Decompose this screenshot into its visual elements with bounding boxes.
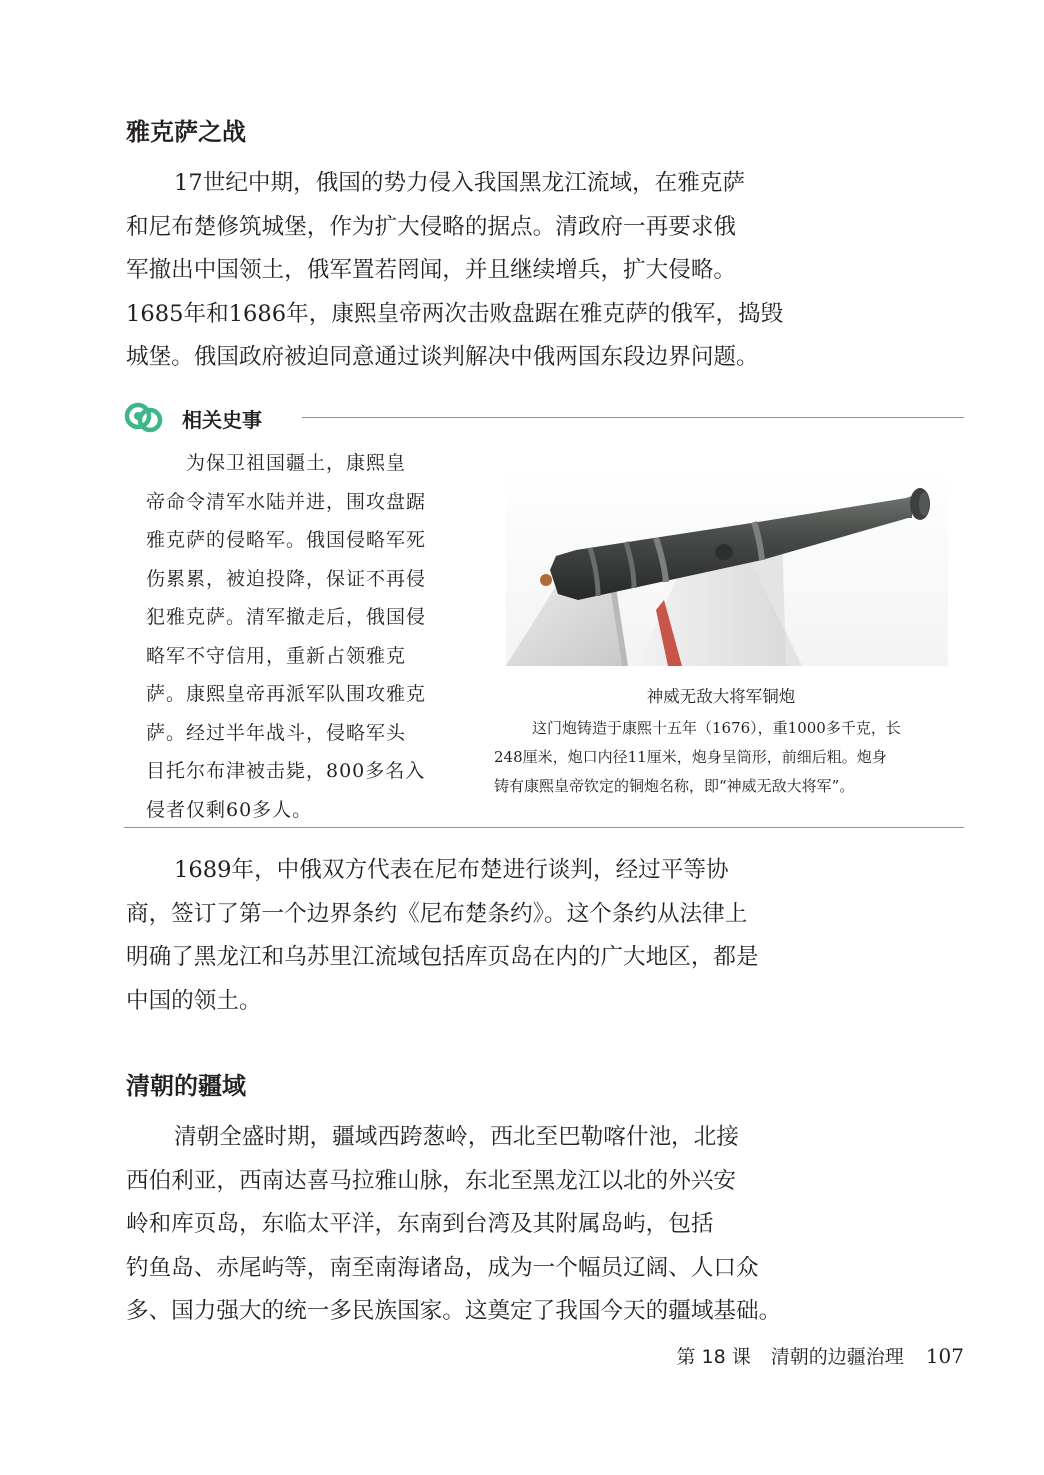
paragraph-line: 钓鱼岛、赤尾屿等，南至南海诸岛，成为一个幅员辽阔、人口众: [126, 1254, 759, 1281]
related-history-title: 相关史事: [182, 408, 262, 432]
sidebar-line: 帝命令清军水陆并进，围攻盘踞: [146, 490, 427, 513]
paragraph-line: 多、国力强大的统一多民族国家。这奠定了我国今天的疆域基础。: [126, 1298, 782, 1325]
paragraph-line: 和尼布楚修筑城堡，作为扩大侵略的据点。清政府一再要求俄: [126, 213, 737, 240]
lesson-number: 第 18 课: [676, 1346, 751, 1368]
paragraph-line: 中国的领土。: [126, 987, 262, 1014]
yaksa-paragraph: [126, 162, 786, 380]
paragraph-line: 1689年，中俄双方代表在尼布楚进行谈判，经过平等协: [174, 857, 729, 883]
territory-paragraph: [126, 1116, 786, 1334]
sidebar-line: 萨。经过半年战斗，侵略军头: [146, 721, 407, 744]
related-history-header: [124, 398, 964, 438]
photo-caption-text: [494, 714, 962, 801]
box-bottom-divider: [124, 827, 964, 828]
sidebar-line: 萨。康熙皇帝再派军队围攻雅克: [146, 683, 427, 705]
section-heading-yaksa: 雅克萨之战: [126, 117, 246, 146]
lesson-title: 清朝的边疆治理: [770, 1346, 904, 1368]
paragraph-line: 西伯利亚，西南达喜马拉雅山脉，东北至黑龙江以北的外兴安: [126, 1167, 737, 1194]
related-history-text: [146, 444, 448, 829]
paragraph-line: 1685年和1686年，康熙皇帝两次击败盘踞在雅克萨的俄军，捣毁: [126, 300, 784, 327]
page-footer: [676, 1342, 964, 1369]
caption-line: 铸有康熙皇帝钦定的铜炮名称，即“神威无敌大将军”。: [494, 777, 855, 795]
paragraph-line: 清朝全盛时期，疆域西跨葱岭，西北至巴勒喀什池，北接: [174, 1124, 739, 1150]
paragraph-line: 城堡。俄国政府被迫同意通过谈判解决中俄两国东段边界问题。: [126, 344, 759, 371]
sidebar-line: 略军不守信用，重新占领雅克: [146, 644, 407, 667]
paragraph-line: 军撤出中国领土，俄军置若罔闻，并且继续增兵，扩大侵略。: [126, 257, 737, 284]
sidebar-line: 目托尔布津被击毙，800多名入: [146, 760, 426, 782]
section-heading-territory: 清朝的疆域: [126, 1071, 246, 1100]
nerchinsk-paragraph: [126, 849, 786, 1023]
sidebar-line: 犯雅克萨。清军撤走后，俄国侵: [146, 606, 427, 628]
bronze-cannon-photo: [506, 470, 948, 666]
paragraph-line: 17世纪中期，俄国的势力侵入我国黑龙江流域，在雅克萨: [174, 170, 745, 196]
paragraph-line: 商，签订了第一个边界条约《尼布楚条约》。这个条约从法律上: [126, 900, 748, 927]
sidebar-line: 雅克萨的侵略军。俄国侵略军死: [146, 529, 427, 551]
photo-caption-title: 神威无敌大将军铜炮: [646, 687, 796, 706]
sidebar-line: 伤累累，被迫投降，保证不再侵: [146, 567, 427, 590]
header-divider: [302, 417, 964, 418]
sidebar-line: 为保卫祖国疆土，康熙皇: [186, 452, 407, 474]
caption-line: 这门炮铸造于康熙十五年（1676），重1000多千克，长: [532, 719, 901, 737]
paragraph-line: 岭和库页岛，东临太平洋，东南到台湾及其附属岛屿，包括: [126, 1211, 714, 1238]
page-number: 107: [925, 1344, 964, 1368]
caption-line: 248厘米，炮口内径11厘米，炮身呈筒形，前细后粗。炮身: [494, 748, 887, 766]
linked-rings-icon: [124, 400, 164, 436]
sidebar-line: 侵者仅剩60多人。: [146, 798, 313, 821]
paragraph-line: 明确了黑龙江和乌苏里江流域包括库页岛在内的广大地区，都是: [126, 944, 759, 971]
